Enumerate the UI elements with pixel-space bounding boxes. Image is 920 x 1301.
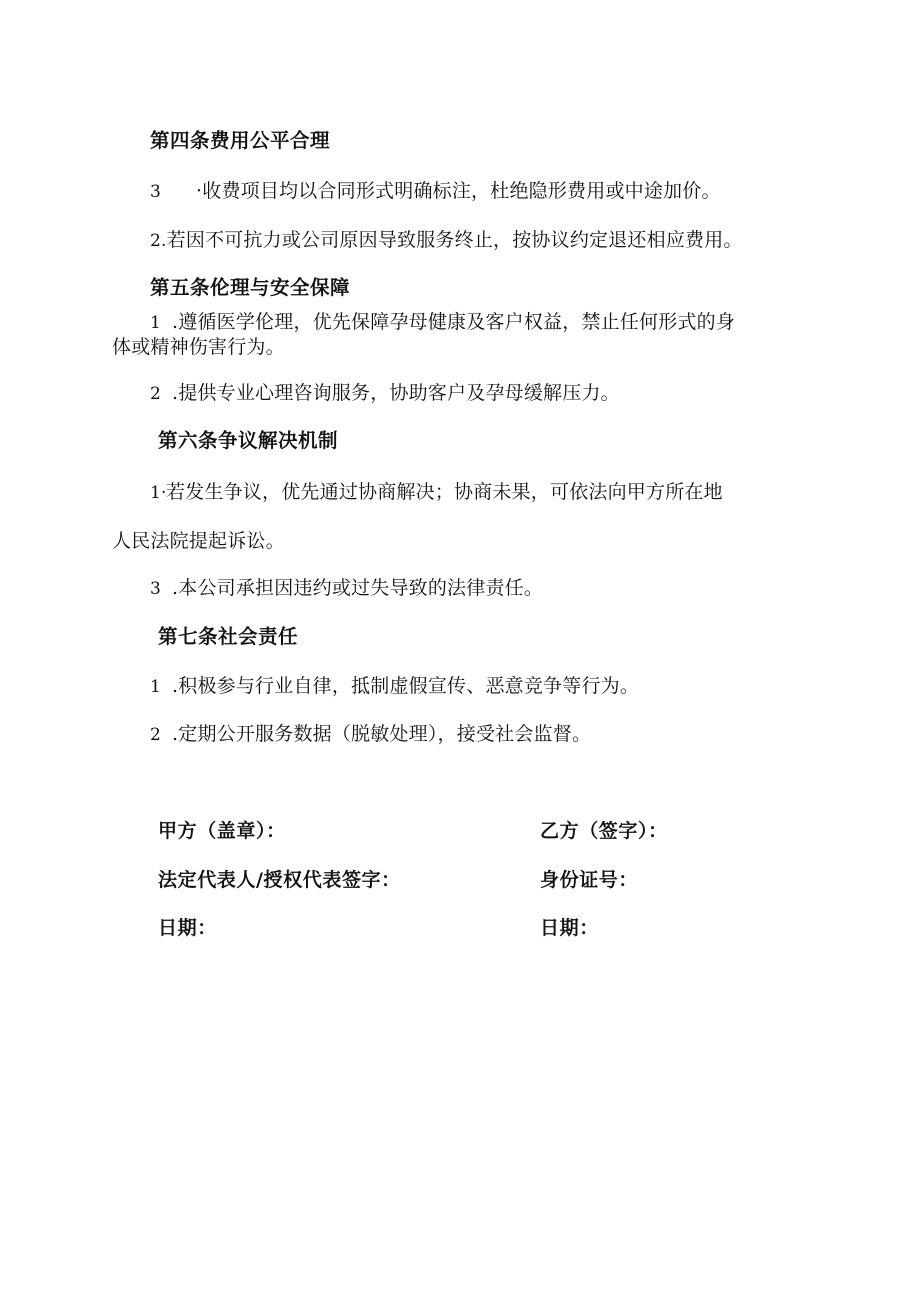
section-7-item-2 — [150, 722, 591, 747]
section-4-item-2 — [150, 228, 743, 253]
item-number: 2. — [150, 231, 167, 251]
item-text: .积极参与行业自律，抵制虚假宣传、恶意竞争等行为。 — [172, 675, 640, 697]
section-4-item-1 — [150, 179, 721, 204]
item-number: 1· — [150, 483, 167, 503]
legal-rep-sign-label: 法定代表人/授权代表签字： — [158, 869, 401, 891]
section-5-item-1-continued: 体或精神伤害行为。 — [112, 336, 285, 358]
section-6-heading: 第六条争议解决机制 — [158, 429, 339, 452]
item-text: .本公司承担因违约或过失导致的法律责任。 — [172, 577, 544, 599]
item-number: 2 — [150, 725, 162, 745]
party-a-date-label: 日期： — [158, 917, 217, 939]
id-number-label: 身份证号： — [540, 869, 639, 891]
section-7-heading: 第七条社会责任 — [158, 625, 299, 648]
section-6-item-1-continued: 人民法院提起诉讼。 — [112, 530, 285, 552]
section-6-item-2 — [150, 576, 543, 601]
item-number: 2 — [150, 384, 162, 404]
item-number: 1 — [150, 677, 162, 697]
section-5-item-2 — [150, 381, 620, 406]
party-a-seal-label: 甲方（盖章）： — [158, 820, 286, 842]
section-5-item-1 — [150, 310, 735, 335]
party-b-date-label: 日期： — [540, 917, 599, 939]
item-number: 3 — [150, 182, 162, 202]
section-5-heading: 第五条伦理与安全保障 — [150, 276, 351, 299]
section-7-item-1 — [150, 674, 639, 699]
item-text: .遵循医学伦理，优先保障孕母健康及客户权益，禁止任何形式的身 — [172, 311, 736, 333]
item-number: 3 — [150, 579, 162, 599]
item-text: ·收费项目均以合同形式明确标注，杜绝隐形费用或中途加价。 — [196, 180, 721, 202]
section-4-heading: 第四条费用公平合理 — [150, 129, 331, 152]
item-text: .提供专业心理咨询服务，协助客户及孕母缓解压力。 — [172, 382, 620, 404]
item-number: 1 — [150, 313, 162, 333]
item-text: .定期公开服务数据（脱敏处理），接受社会监督。 — [172, 723, 592, 745]
item-text: 若因不可抗力或公司原因导致服务终止，按协议约定退还相应费用。 — [166, 229, 743, 251]
item-text: 若发生争议，优先通过协商解决；协商未果，可依法向甲方所在地 — [166, 481, 723, 503]
party-b-sign-label: 乙方（签字）： — [540, 820, 668, 842]
section-6-item-1 — [150, 480, 723, 505]
